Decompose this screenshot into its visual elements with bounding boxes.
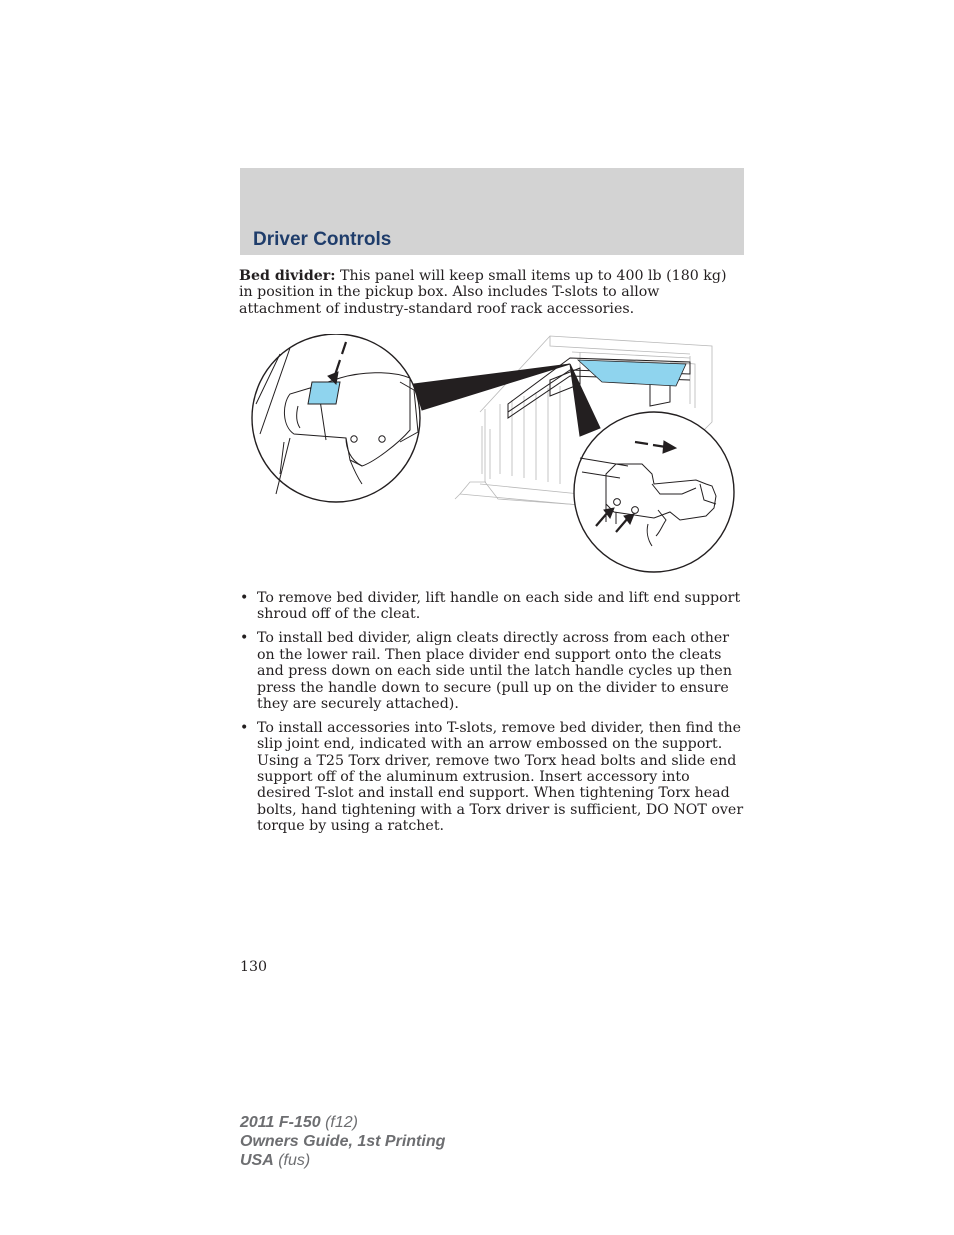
intro-label: Bed divider: [239,268,336,284]
section-title: Driver Controls [253,229,392,250]
list-item [239,630,744,712]
footer-model: 2011 F-150 [240,1114,321,1131]
bed-divider-illustration [250,334,736,574]
footer-model-code: (f12) [320,1114,358,1131]
footer-line-2 [240,1132,445,1151]
section-header-bar [240,168,744,255]
bullet-icon: • [240,630,249,647]
list-item-text: To install bed divider, align cleats directly across from each other on the lower rail. Then place divider end support onto the cleats and press down on each side until the latch handle cycles up then press the handle down to secure (pull up on the divider to ensure they are securely attached). [257,630,732,712]
callout-wedge-left [414,364,570,410]
bullet-icon: • [240,590,249,606]
footer-edition: Owners Guide, 1st Printing [240,1133,446,1150]
footer-market-code: (fus) [273,1152,311,1169]
page-number: 130 [240,959,268,975]
footer-market: USA [240,1152,274,1169]
intro-text: This panel will keep small items up to 400 lb (180 kg) in position in the pickup box. Also includes T-slots to allow attachment of industry-standard roof rack accessories. [239,268,727,317]
list-item-text: To install accessories into T-slots, remove bed divider, then find the slip joint end, indicated with an arrow embossed on the support. Using a T25 Torx driver, remove two Torx head bolts and slide end support off of the aluminum extrusion. Insert accessory into desired T-slot and install end support. When tightening Torx head bolts, hand tightening with a Torx driver is sufficient, DO NOT over torque by using a ratchet. [257,719,744,835]
intro-paragraph [239,268,744,317]
footer-line-3 [240,1151,445,1170]
footer-line-1 [240,1113,445,1132]
detail-circle-right [574,412,734,572]
highlighted-rail [578,360,686,386]
list-item [239,590,744,623]
latch-handle-highlight [308,382,340,404]
bullet-icon: • [240,719,249,736]
footer-imprint [240,1113,445,1170]
list-item-text: To remove bed divider, lift handle on each side and lift end support shroud off of the cleat. [257,590,741,623]
instructions-list [239,590,744,842]
list-item [239,720,744,835]
